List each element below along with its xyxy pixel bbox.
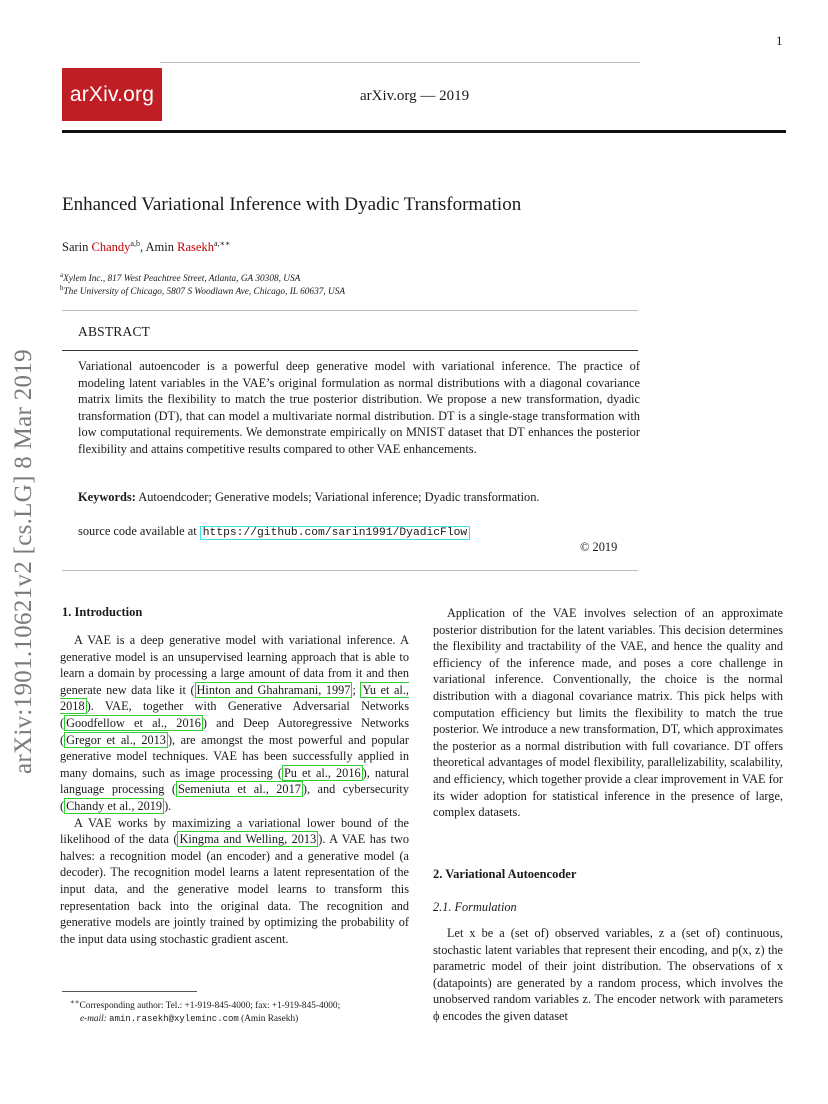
journal-line: arXiv.org — 2019 [360,88,470,104]
abstract-heading: ABSTRACT [78,324,151,339]
arxiv-logo: arXiv.org [62,68,162,121]
text-run: A VAE works by maximizing a variational lower bound of the likelihood of the data ( [60,815,409,847]
source-prefix: source code available at [78,524,200,538]
text-run: ), are amongst the most powerful and popular generative model techniques. VAE has been successfully applied in many domains, such as image processing ( [60,732,409,780]
affiliation-mark: b [60,284,64,292]
arxiv-side-stamp: arXiv:1901.10621v2 [cs.LG] 8 Mar 2019 [10,349,37,774]
text-run: ). [164,798,172,813]
right-column-intro [433,605,783,821]
keywords-text: Autoendcoder; Generative models; Variational inference; Dyadic transformation. [135,490,540,504]
abstract-bottom-rule [62,570,638,571]
footnote-mark: ∗∗ [70,998,80,1006]
intro-paragraph-1 [60,632,409,815]
author2-sup: a,∗∗ [213,239,231,248]
right-column-formulation [433,925,783,1025]
text-run: A VAE is a deep generative model with variational inference. A generative model is an unsupervised learning approach that is able to learn a domain by processing a large amount of data from it and then generate new data like it ( [60,633,409,697]
author-line [62,239,230,255]
formulation-paragraph: Let x be a (set of) observed variables, z a (set of) continuous, stochastic latent variables that represent their encoding, and p(x, z) the parametric model of their joint distribution. The observations of x (datapoints) are generated by a random process, which involves the unobserved random variables z. The encoder network with parameters ϕ encodes the given dataset [433,926,783,1023]
subsection-heading-formulation: 2.1. Formulation [433,900,517,914]
footnote-email-label: e-mail: [80,1014,110,1025]
footnote-rule [62,991,197,992]
section-heading-introduction: 1. Introduction [62,605,143,619]
text-run: ), and cybersecurity ( [60,782,409,813]
abstract-top-rule [62,310,638,311]
affiliation-b [60,284,345,297]
affiliation-mark: a [60,271,64,279]
citation-link[interactable]: Yu et al., 2018 [60,682,409,714]
citation-link[interactable]: Gregor et al., 2013 [66,732,166,747]
corresponding-author-footnote [70,996,410,1026]
header-thick-rule [62,130,786,133]
text-run: ) and Deep Autoregressive Networks ( [60,715,409,747]
author1-sup: a,b [130,239,140,248]
left-column-body [60,632,409,947]
source-code-link[interactable]: https://github.com/sarin1991/DyadicFlow [200,526,470,540]
keywords-label: Keywords: [78,490,136,504]
source-code-line [78,524,470,539]
footnote-line1: Corresponding author: Tel.: +1-919-845-4000; fax: +1-919-845-4000; [79,1001,341,1012]
citation-link[interactable]: Chandy et al., 2019 [66,798,163,813]
intro-paragraph-2 [60,815,409,948]
citation-link[interactable]: Pu et al., 2016 [283,765,361,780]
citation-link[interactable]: Kingma and Welling, 2013 [179,832,317,847]
keywords-line [78,490,540,505]
text-run: ). VAE, together with Generative Adversarial Networks ( [60,699,409,730]
citation-link[interactable]: Goodfellow et al., 2016 [66,715,201,730]
header-rule [160,62,640,63]
citation-link[interactable]: Semeniuta et al., 2017 [178,782,301,797]
citation-link[interactable]: Hinton and Ghahramani, 1997 [196,682,351,697]
text-run: ). A VAE has two halves: a recognition model (an encoder) and a generative model (a decoder). The recognition model learns a latent representation of the input data, and the generative model learns to transform this representation back into the original data. The recognition and generative models are jointly trained by optimizing the probability of the input data using stochastic gradient ascent. [60,832,409,946]
copyright: © 2019 [580,540,618,554]
abstract-text: Variational autoencoder is a powerful deep generative model with variational inference. The practice of modeling latent variables in the VAE’s original formulation as normal distributions with a diagonal covariance matrix limits the flexibility to match the true posterior distribution. We propose a new transformation, dyadic transformation (DT), that can model a multivariate normal distribution. DT is a single-stage transformation with low computational requirements. We demonstrate empirically on MNIST dataset that DT enhances the posterior flexibility and attains competitive results compared to other VAE enhancements. [78,359,640,456]
abstract-heading-rule [62,350,638,351]
affiliation-text: Xylem Inc., 817 West Peachtree Street, Atlanta, GA 30308, USA [63,274,301,285]
author1-last[interactable]: Chandy [91,240,131,255]
page-number: 1 [776,33,783,48]
affiliation-text: The University of Chicago, 5807 S Woodlawn Ave, Chicago, IL 60637, USA [63,287,346,298]
author-separator: , Amin [139,240,178,255]
section-heading-vae: 2. Variational Autoencoder [433,867,577,881]
intro-paragraph-3: Application of the VAE involves selection of an approximate posterior distribution for the latent variables. This decision determines the flexibility and tractability of the VAE, and hence the quality and efficiency of the inference made, and poses a core challenge in variational inference. Conventionally, the choice is the normal distribution with a diagonal covariance matrix. This pick helps with computation efficiency but limits the flexibility to match the true posterior. We introduce a new transformation, DT, which approximates the posterior as a normal distribution with full covariance. DT offers theoretical advantages of model flexibility, parallelizability, scalability, and efficiency, which together provide a clear improvement in VAE for its wider adoption for statistical inference in the presence of large, complex datasets. [433,606,783,820]
author2-last[interactable]: Rasekh [177,240,214,255]
affiliation-a [60,271,300,284]
footnote-name: (Amin Rasekh) [238,1014,299,1025]
text-run: ; [352,682,361,697]
text-run: ), natural language processing ( [60,765,409,797]
author1-first: Sarin [62,240,92,255]
footnote-email[interactable]: amin.rasekh@xyleminc.com [109,1014,239,1025]
paper-title: Enhanced Variational Inference with Dyadic Transformation [62,194,522,215]
